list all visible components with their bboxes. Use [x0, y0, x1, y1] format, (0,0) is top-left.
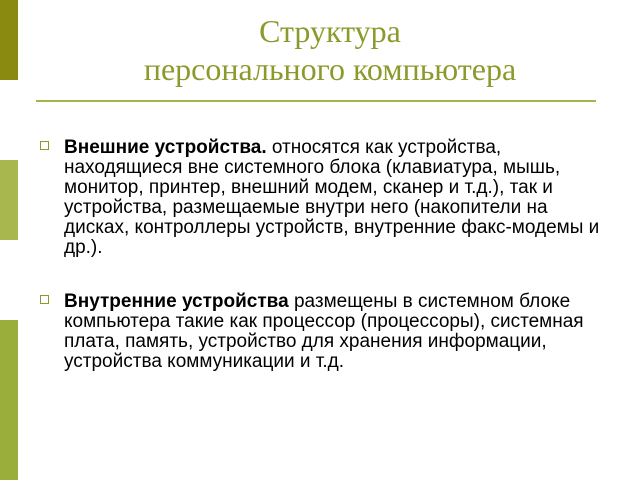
hollow-square-bullet-icon [40, 295, 49, 304]
bullet-text: размещены в системном блоке компьютера такие как процессор (процессоры), системная плата, память, устройство для хранения информации, устройства коммуникации и т.д. [64, 291, 584, 372]
bar-segment [0, 0, 18, 80]
slide-title-line-2: персонального компьютера [143, 51, 517, 87]
title-underline-divider [36, 100, 596, 102]
slide-title-line-1: Структура [259, 13, 401, 49]
hollow-square-bullet-icon [40, 141, 49, 150]
bullet-term: Внутренние устройства [64, 291, 289, 312]
bullet-internal-devices [40, 292, 600, 372]
slide-title [40, 12, 620, 88]
bullet-term: Внешние устройства. [64, 137, 267, 158]
bar-segment [0, 80, 18, 160]
slide-body [40, 138, 600, 406]
bullet-text: относятся как устройства, находящиеся вне системного блока (клавиатура, мышь, монитор, принтер, внешний модем, сканер и т.д.), так и устройства, размещаемые внутри него (накопители на дисках, контроллеры устройств, внутренние факс-модемы и др.). [64, 137, 600, 258]
bar-segment [0, 160, 18, 240]
bar-segment [0, 320, 18, 480]
bar-segment [0, 240, 18, 320]
left-decorative-bar [0, 0, 18, 480]
bullet-external-devices [40, 138, 600, 258]
